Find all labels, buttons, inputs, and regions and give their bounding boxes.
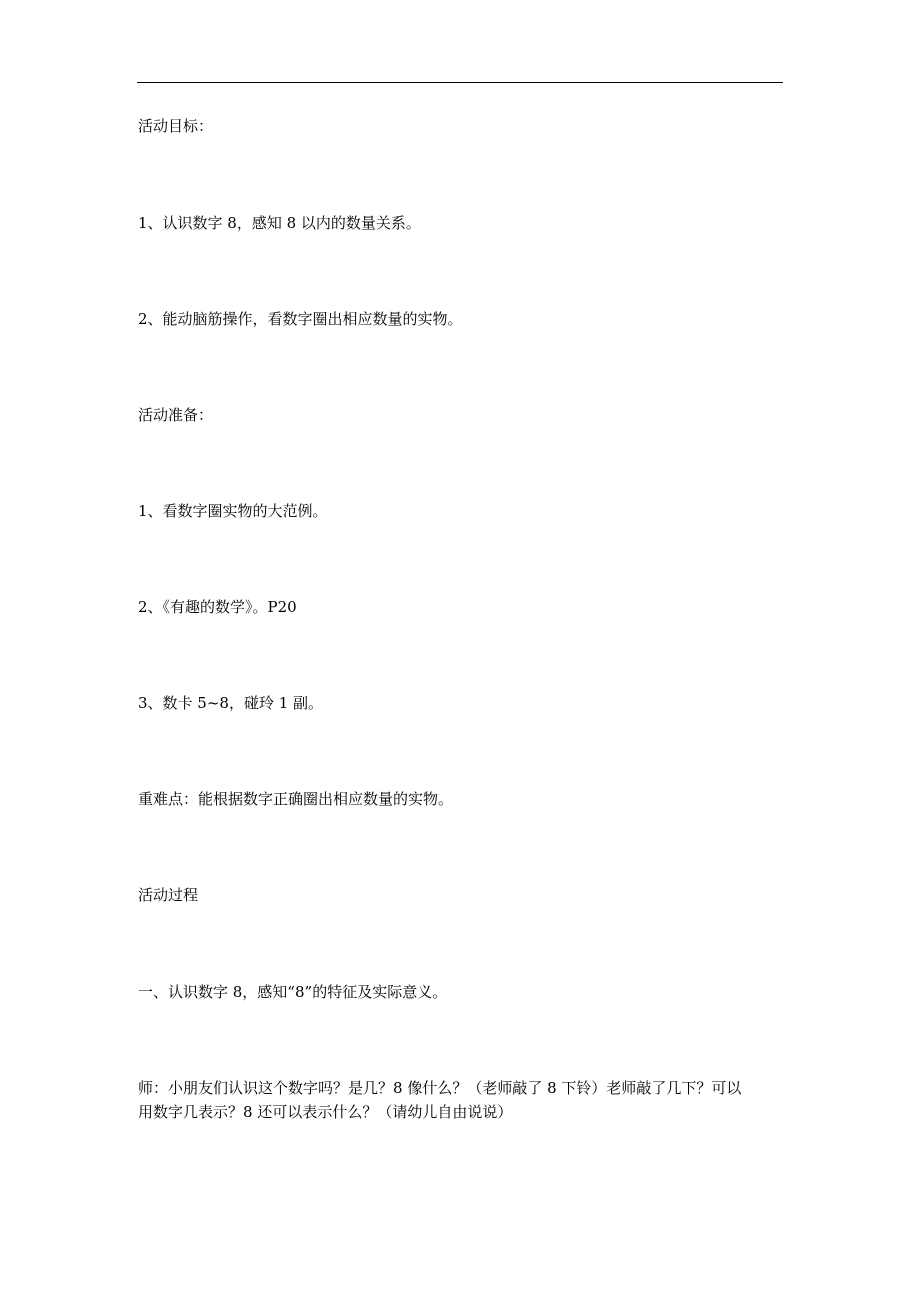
preparation-item-2: 2、《有趣的数学》。P20 xyxy=(138,598,297,616)
key-difficulty: 重难点：能根据数字正确圈出相应数量的实物。 xyxy=(138,790,454,808)
heading-activity-process: 活动过程 xyxy=(138,886,199,904)
heading-activity-goals: 活动目标： xyxy=(138,117,214,135)
process-step-1: 一、认识数字 8，感知“8”的特征及实际意义。 xyxy=(138,983,448,1001)
teacher-dialogue-line-1: 师：小朋友们认识这个数字吗？是几？8 像什么？（老师敲了 8 下铃）老师敲了几下？可以 xyxy=(138,1079,742,1097)
header-rule xyxy=(137,82,783,83)
preparation-item-1: 1、看数字圈实物的大范例。 xyxy=(138,502,328,520)
heading-activity-preparation: 活动准备： xyxy=(138,406,214,424)
teacher-dialogue-line-2: 用数字几表示？8 还可以表示什么？（请幼儿自由说说） xyxy=(138,1103,513,1121)
teacher-dialogue xyxy=(138,1076,788,1124)
goal-item-2: 2、能动脑筋操作，看数字圈出相应数量的实物。 xyxy=(138,310,463,328)
goal-item-1: 1、认识数字 8，感知 8 以内的数量关系。 xyxy=(138,214,421,232)
preparation-item-3: 3、数卡 5~8，碰玲 1 副。 xyxy=(138,694,324,712)
